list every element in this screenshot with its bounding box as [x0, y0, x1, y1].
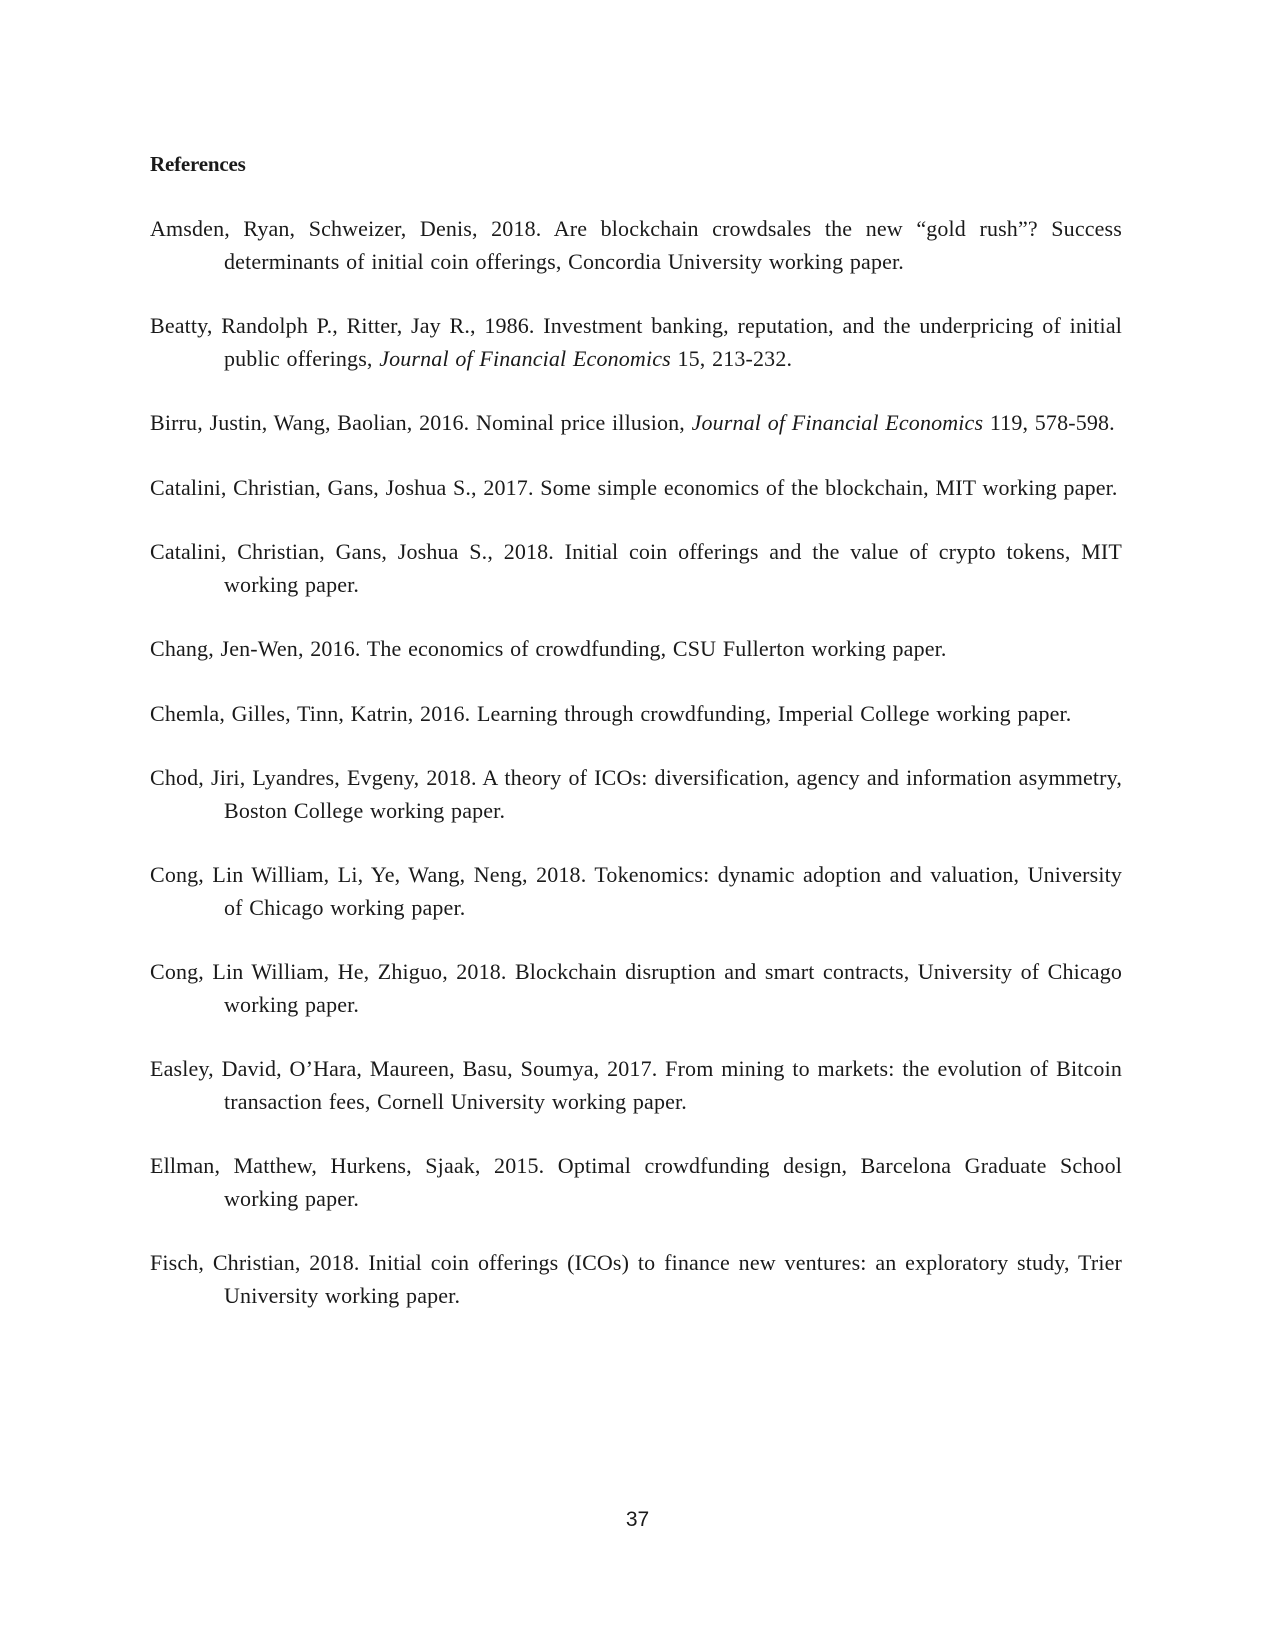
references-heading: References — [150, 152, 246, 176]
reference-entry — [150, 213, 1122, 278]
reference-text: Birru, Justin, Wang, Baolian, 2016. Nominal price illusion, — [150, 410, 692, 435]
reference-text: Chang, Jen-Wen, 2016. The economics of crowdfunding, CSU Fullerton working paper. — [150, 636, 947, 661]
reference-entry — [150, 407, 1122, 440]
page-number: 37 — [625, 1508, 650, 1531]
reference-text: Cong, Lin William, Li, Ye, Wang, Neng, 2018. Tokenomics: dynamic adoption and valuation, University of Chicago working paper. — [150, 862, 1122, 920]
reference-volume-pages: 119, 578-598. — [983, 410, 1115, 435]
reference-volume-pages: 15, 213-232. — [670, 345, 793, 371]
reference-entry — [150, 1053, 1122, 1118]
reference-text: Ellman, Matthew, Hurkens, Sjaak, 2015. Optimal crowdfunding design, Barcelona Graduate School working paper. — [150, 1153, 1122, 1211]
reference-entry — [150, 1150, 1122, 1215]
reference-entry — [150, 633, 1122, 666]
reference-entry — [150, 956, 1122, 1021]
reference-entry — [150, 859, 1122, 924]
reference-text: Chod, Jiri, Lyandres, Evgeny, 2018. A theory of ICOs: diversification, agency and information asymmetry, Boston College working paper. — [150, 765, 1122, 823]
reference-entry — [150, 472, 1122, 505]
reference-entry — [150, 536, 1122, 601]
reference-list — [150, 213, 1122, 1344]
reference-text: Catalini, Christian, Gans, Joshua S., 2018. Initial coin offerings and the value of crypto tokens, MIT working paper. — [150, 539, 1122, 597]
reference-text: Catalini, Christian, Gans, Joshua S., 2017. Some simple economics of the blockchain, MIT working paper. — [150, 474, 1118, 500]
reference-journal: Journal of Financial Economics — [379, 345, 671, 371]
reference-text: Beatty, Randolph P., Ritter, Jay R., 1986. Investment banking, reputation, and the underpricing of initial public offerings, — [150, 313, 1122, 371]
reference-text: Chemla, Gilles, Tinn, Katrin, 2016. Learning through crowdfunding, Imperial College working paper. — [150, 700, 1072, 726]
reference-entry — [150, 762, 1122, 827]
reference-text: Fisch, Christian, 2018. Initial coin offerings (ICOs) to finance new ventures: an exploratory study, Trier University working paper. — [150, 1250, 1122, 1308]
reference-entry — [150, 698, 1122, 731]
reference-journal: Journal of Financial Economics — [691, 410, 984, 435]
reference-text: Cong, Lin William, He, Zhiguo, 2018. Blockchain disruption and smart contracts, University of Chicago working paper. — [150, 959, 1122, 1017]
reference-entry — [150, 310, 1122, 375]
reference-text: Amsden, Ryan, Schweizer, Denis, 2018. Are blockchain crowdsales the new “gold rush”? Success determinants of initial coin offerings, Concordia University working paper. — [150, 216, 1122, 274]
reference-entry — [150, 1247, 1122, 1312]
reference-text: Easley, David, O’Hara, Maureen, Basu, Soumya, 2017. From mining to markets: the evolution of Bitcoin transaction fees, Cornell University working paper. — [150, 1056, 1122, 1114]
